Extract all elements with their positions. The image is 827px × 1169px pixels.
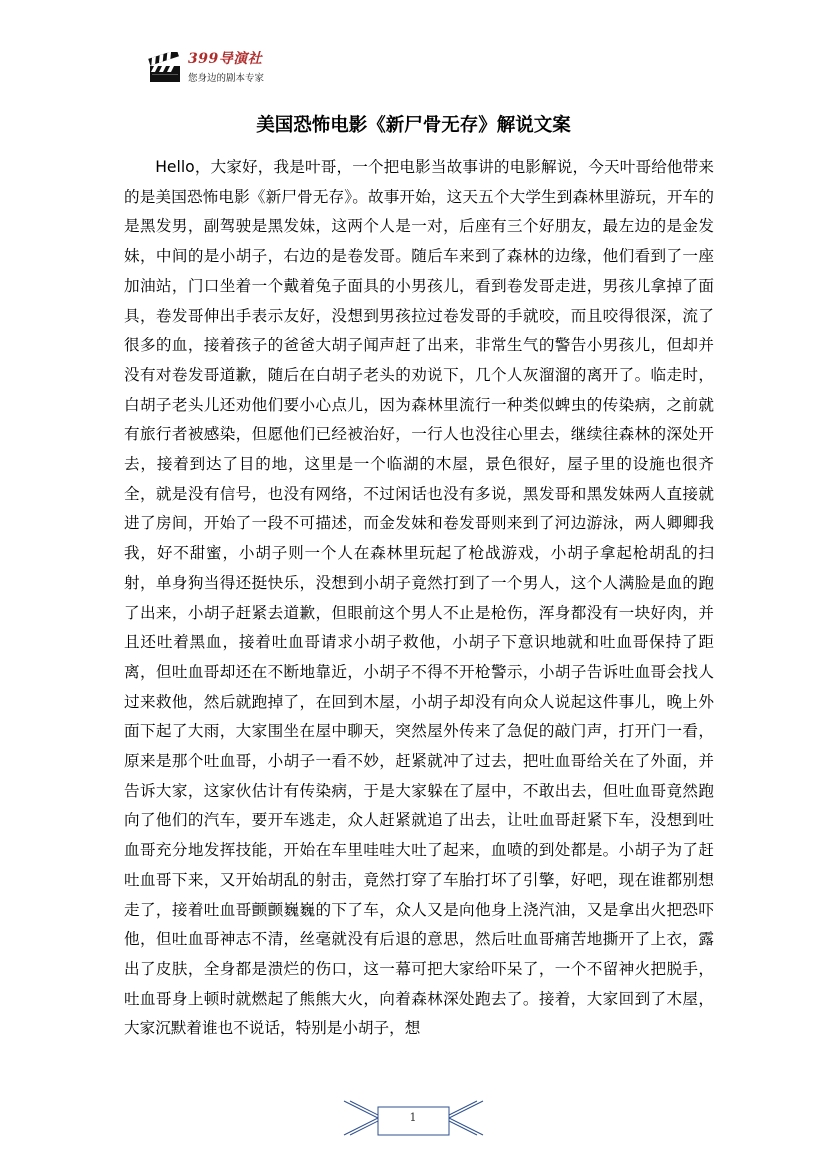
document-title: 美国恐怖电影《新尸骨无存》解说文案 (256, 115, 571, 136)
article-body: Hello，大家好，我是叶哥，一个把电影当故事讲的电影解说，今天叶哥给他带来的是美国恐怖电影《新尸骨无存》。故事开始，这天五个大学生到森林里游玩，开车的是黑发男，副驾驶是黑发妹，这两个人是一对，后座有三个好朋友，最左边的是金发妹，中间的是小胡子，右边的是卷发哥。随后车来到了森林的边缘，他们看到了一座加油站，门口坐着一个戴着兔子面具的小男孩儿，看到卷发哥走进，男孩儿拿掉了面具，卷发哥伸出手表示友好，没想到男孩拉过卷发哥的手就咬，而且咬得很深，流了很多的血，接着孩子的爸爸大胡子闻声赶了出来，非常生气的警告小男孩儿，但却并没有对卷发哥道歉，随后在白胡子老头的劝说下，几个人灰溜溜的离开了。临走时，白胡子老头儿还劝他们要小心点儿，因为森林里流行一种类似蜱虫的传染病，之前就有旅行者被感染，但愿他们已经被治好，一行人也没往心里去，继续往森林的深处开去，接着到达了目的地，这里是一个临湖的木屋，景色很好，屋子里的设施也很齐全，就是没有信号，也没有网络，不过闲话也没有多说，黑发哥和黑发妹两人直接就进了房间，开始了一段不可描述，而金发妹和卷发哥则来到了河边游泳，两人卿卿我我，好不甜蜜，小胡子则一个人在森林里玩起了枪战游戏，小胡子拿起枪胡乱的扫射，单身狗当得还挺快乐，没想到小胡子竟然打到了一个男人，这个人满脸是血的跑了出来，小胡子赶紧去道歉，但眼前这个男人不止是枪伤，浑身都没有一块好肉，并且还吐着黑血，接着吐血哥请求小胡子救他，小胡子下意识地就和吐血哥保持了距离，但吐血哥却还在不断地靠近，小胡子不得不开枪警示，小胡子告诉吐血哥会找人过来救他，然后就跑掉了，在回到木屋，小胡子却没有向众人说起这件事儿，晚上外面下起了大雨，大家围坐在屋中聊天，突然屋外传来了急促的敲门声，打开门一看，原来是那个吐血哥，小胡子一看不妙，赶紧就冲了过去，把吐血哥给关在了外面，并告诉大家，这家伙估计有传染病，于是大家躲在了屋中，不敢出去，但吐血哥竟然跑向了他们的汽车，要开车逃走，众人赶紧就追了出去，让吐血哥赶紧下车，没想到吐血哥充分地发挥技能，开始在车里哇哇大吐了起来，血喷的到处都是。小胡子为了赶吐血哥下来，又开始胡乱的射击，竟然打穿了车胎打坏了引擎，好吧，现在谁都别想走了，接着吐血哥颤颤巍巍的下了车，众人又是向他身上浇汽油，又是拿出火把恐吓他，但吐血哥神志不清，丝毫就没有后退的意思，然后吐血哥痛苦地撕开了上衣，露出了皮肤，全身都是溃烂的伤口，这一幕可把大家给吓呆了，一个不留神火把脱手，吐血哥身上顿时就燃起了熊熊大火，向着森林深处跑去了。接着，大家回到了木屋，大家沉默着谁也不说话，特别是小胡子，想 (124, 158, 714, 1038)
page-number: 1 (409, 1111, 417, 1124)
page-footer (342, 1095, 485, 1141)
clapperboard-icon (148, 52, 182, 84)
header-logo (148, 48, 308, 90)
brand-name: 399导演社 (188, 51, 263, 67)
brand-slogan: 您身边的剧本专家 (188, 73, 265, 84)
